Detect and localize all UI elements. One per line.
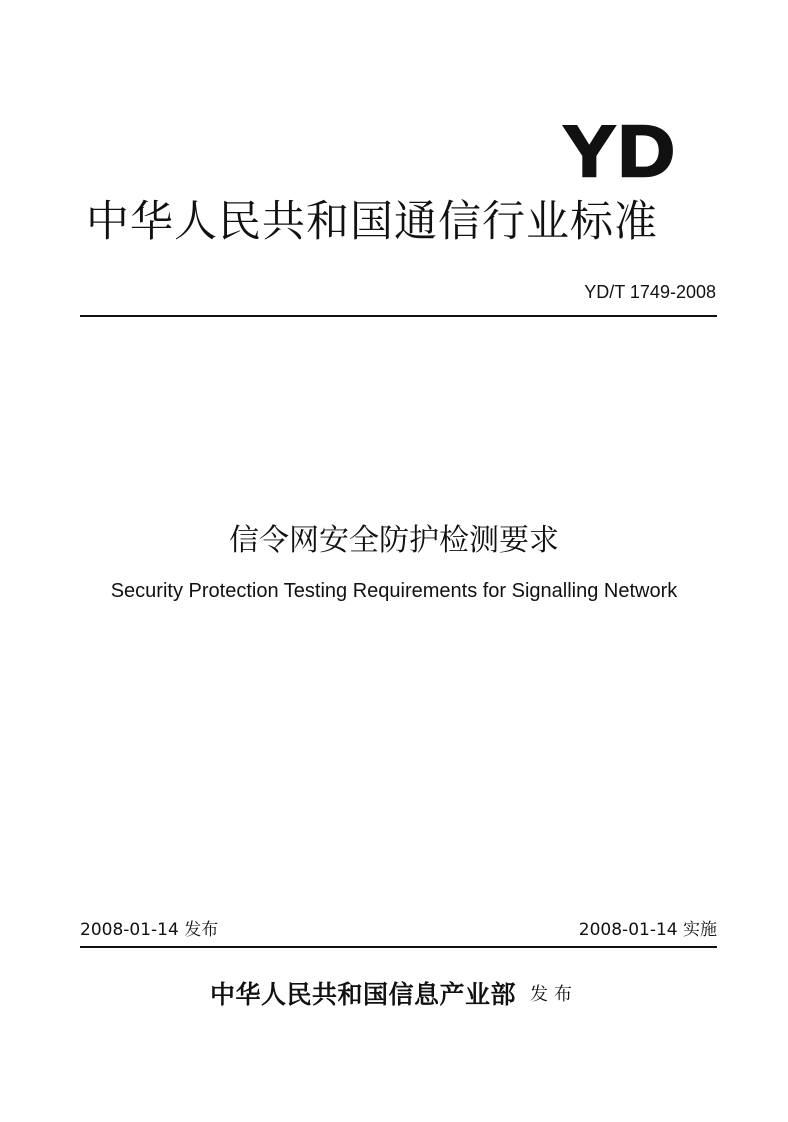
yd-logo-text: YD xyxy=(563,118,677,180)
standard-number: YD/T 1749-2008 xyxy=(584,282,716,302)
implementation-date: 2008-01-14 实施 xyxy=(578,920,717,940)
industry-standard-title: 中华人民共和国通信行业标准 xyxy=(86,197,658,247)
publication-date: 2008-01-14 发布 xyxy=(80,920,219,940)
publish-label: 发布 xyxy=(530,984,578,1005)
publisher-line xyxy=(0,978,788,1012)
document-title-chinese: 信令网安全防护检测要求 xyxy=(229,523,559,558)
header-divider xyxy=(80,315,717,317)
document-title-english: Security Protection Testing Requirements for Signalling Network xyxy=(110,580,678,602)
footer-divider xyxy=(80,946,717,948)
publisher-name: 中华人民共和国信息产业部 xyxy=(209,980,516,1009)
yd-logo xyxy=(560,118,680,180)
